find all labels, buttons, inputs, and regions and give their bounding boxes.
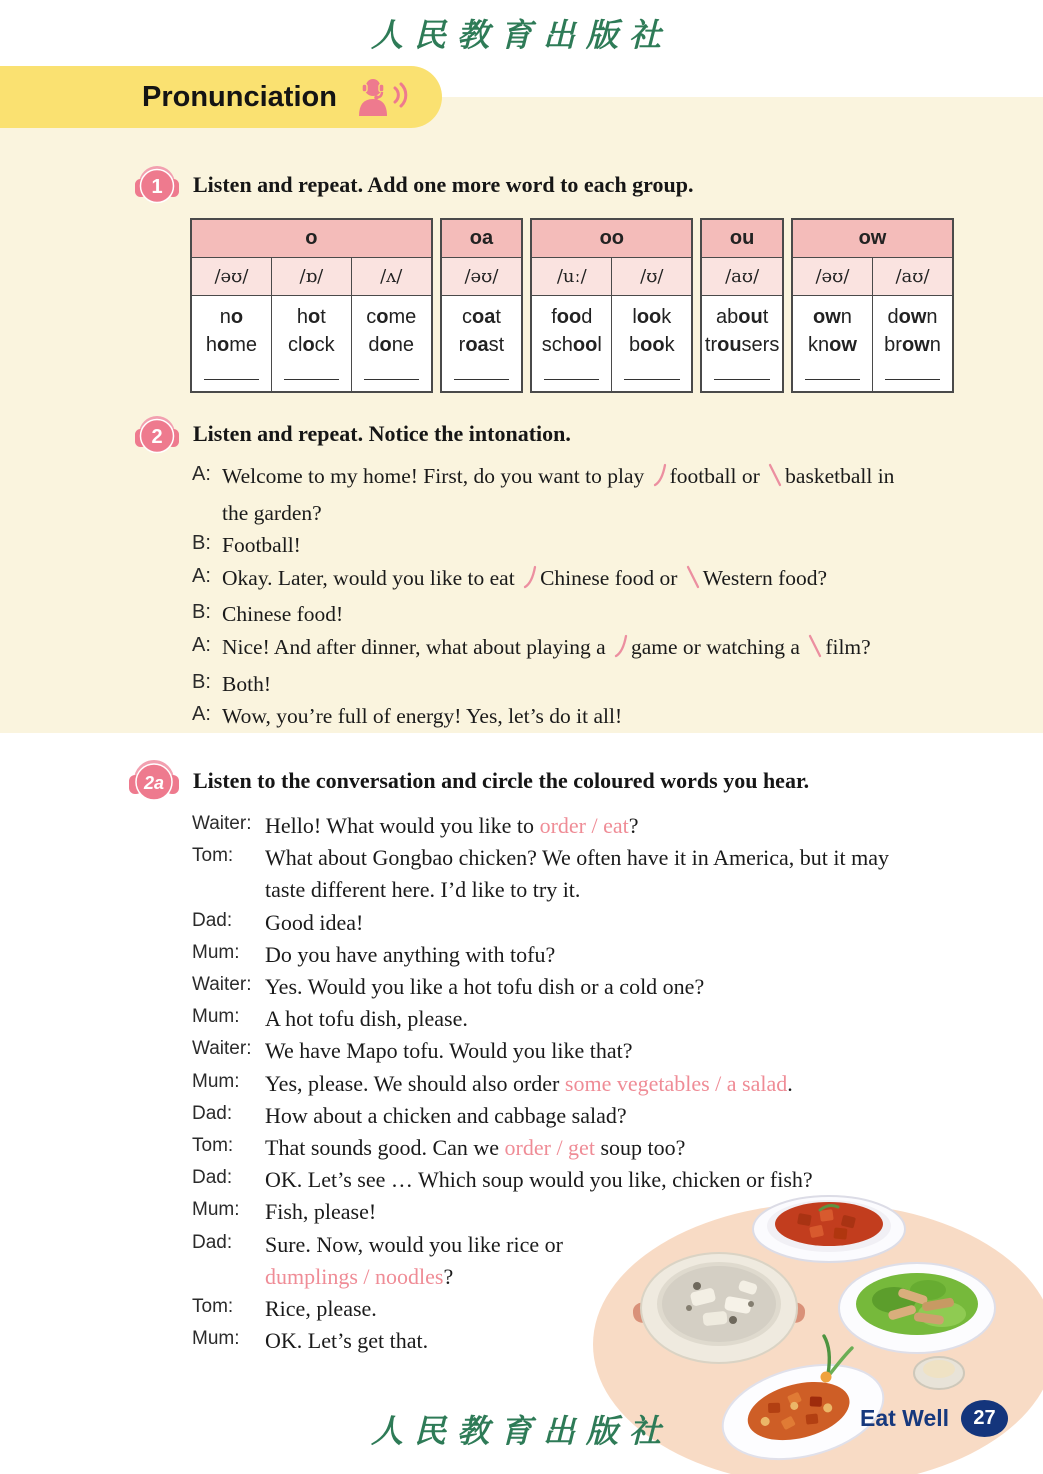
exercise2-instruction: Listen and repeat. Notice the intonation. (193, 421, 571, 446)
speaker-label: A: (192, 564, 211, 587)
speaker-label: Waiter: (192, 974, 252, 996)
example-word: about (716, 306, 769, 328)
dialogue-line (192, 598, 1007, 631)
example-word: hot (296, 306, 326, 328)
vowel-group-ou (700, 218, 784, 393)
speaker-label: Tom: (192, 845, 234, 867)
dialogue-segment: Both! (222, 671, 271, 696)
answer-blank (805, 379, 860, 380)
dialogue-segment: basketball in (785, 464, 895, 488)
dialogue-segment: Yes. Would you like a hot tofu dish or a cold one? (265, 974, 705, 1000)
word-cell (351, 296, 431, 391)
speaker-label: Tom: (192, 1135, 234, 1157)
vowel-group-o (190, 218, 433, 393)
speaker-label: B: (192, 532, 211, 555)
dialogue-line (192, 631, 1007, 668)
dialogue-text (222, 631, 1007, 668)
example-word: look (632, 306, 672, 328)
group-header-label: ow (793, 220, 952, 258)
example-word: roast (458, 334, 505, 356)
speaker-label: Mum: (192, 1199, 240, 1221)
coloured-word-choice: some vegetables / a salad (564, 1070, 788, 1096)
answer-blank (284, 379, 339, 380)
dialogue-line (192, 939, 992, 971)
dialogue-segment: Western food? (702, 565, 828, 590)
exercise1-instruction: Listen and repeat. Add one more word to each group. (193, 172, 694, 197)
speaker-label: Dad: (192, 1231, 233, 1253)
coloured-word-choice: dumplings / noodles (265, 1263, 444, 1289)
dialogue-segment: Sure. Now, would you like rice or (265, 1231, 563, 1257)
dialogue-segment: ? (628, 813, 639, 838)
dialogue-segment: OK. Let’s see … Which soup would you like, chicken or fish? (265, 1167, 813, 1193)
dialogue-segment: soup too? (594, 1135, 686, 1161)
speaker-label: B: (192, 670, 211, 693)
answer-blank (885, 379, 940, 380)
example-word: come (366, 306, 417, 328)
dialogue-line (192, 529, 1007, 562)
dialogue-text (222, 529, 1007, 562)
speaking-headset-icon (353, 72, 413, 122)
coloured-word-choice: order / eat (539, 813, 629, 838)
speaker-label: Waiter: (192, 813, 252, 834)
exercise2-audio-badge (134, 404, 180, 456)
speaker-label: Mum: (192, 941, 240, 963)
dialogue-segment: Yes, please. We should also order (265, 1070, 565, 1096)
dialogue-line (192, 1068, 992, 1100)
example-word: done (368, 334, 415, 356)
example-word: home (205, 334, 258, 356)
dialogue-line (192, 842, 992, 906)
intonation-fall-mark (686, 565, 700, 599)
answer-blank (714, 379, 770, 380)
word-cell (793, 296, 872, 391)
vowel-sound-table (190, 218, 954, 393)
dialogue-text (265, 1100, 992, 1132)
example-word: food (551, 306, 593, 328)
speaker-label: A: (192, 703, 211, 726)
dialogue-segment: Wow, you’re full of energy! Yes, let’s do it all! (222, 704, 623, 729)
answer-blank (454, 379, 510, 380)
intonation-rise-mark (523, 565, 537, 599)
vowel-group-oo (530, 218, 693, 393)
pronunciation-banner (0, 66, 442, 128)
phonetic-symbol: /əʊ/ (214, 266, 249, 287)
speaker-label: B: (192, 601, 211, 624)
speaker-label: Dad: (192, 1167, 233, 1189)
dialogue-line (192, 1003, 992, 1035)
coloured-word-choice: order / get (504, 1135, 595, 1161)
speaker-label: Dad: (192, 909, 233, 931)
example-word: know (807, 334, 857, 356)
dialogue-text (265, 810, 992, 842)
exercise2-number: 2 (151, 426, 163, 448)
example-word: no (219, 306, 244, 328)
speaker-label: Tom: (192, 1296, 234, 1318)
dialogue-segment: taste different here. I’d like to try it. (265, 877, 581, 903)
dialogue-segment: Chinese food or (540, 565, 683, 590)
example-word: trousers (704, 334, 780, 356)
exercise1-audio-badge (134, 154, 180, 206)
dialogue-text (265, 1132, 992, 1164)
dialogue-segment: football or (669, 464, 766, 488)
exercise2a-number: 2a (143, 773, 165, 793)
dialogue-text (265, 1035, 992, 1067)
group-header-label: oo (532, 220, 691, 258)
example-word: school (541, 334, 602, 356)
dialogue-segment: We have Mapo tofu. Would you like that? (265, 1038, 633, 1064)
dialogue-segment: Hello! What would you like to (265, 813, 540, 838)
phonetic-symbol: /aʊ/ (872, 258, 952, 295)
speaker-label: Waiter: (192, 1038, 252, 1060)
speaker-label: A: (192, 463, 211, 485)
dialogue-text (265, 1003, 992, 1035)
exercise2a-audio-badge (128, 748, 180, 804)
intonation-rise-mark (653, 463, 667, 497)
example-word: clock (288, 334, 335, 356)
phonetic-symbol: /uː/ (556, 266, 587, 287)
example-word: coat (462, 306, 501, 328)
dialogue-text (265, 1068, 992, 1100)
vowel-group-oa (440, 218, 524, 393)
dialogue-segment: Good idea! (265, 909, 364, 935)
photo-sauce-dish (912, 1346, 966, 1392)
dialogue-text (222, 700, 1007, 733)
answer-blank (624, 379, 679, 380)
phonetic-symbol: /əʊ/ (464, 266, 499, 287)
phonetic-symbol: /ʊ/ (611, 258, 691, 295)
dialogue-segment: Okay. Later, would you like to eat (222, 565, 521, 590)
word-cell (532, 296, 611, 391)
speaker-label: A: (192, 633, 211, 656)
dialogue-line (192, 460, 1007, 529)
dialogue-segment: How about a chicken and cabbage salad? (265, 1102, 627, 1128)
intonation-fall-mark (808, 634, 822, 668)
speaker-label: Dad: (192, 1102, 233, 1124)
group-header-label: o (192, 220, 431, 258)
dialogue-text (265, 971, 992, 1003)
dialogue-text (222, 598, 1007, 631)
dialogue-segment: Nice! And after dinner, what about playing a (222, 634, 611, 659)
exercise2a-instruction: Listen to the conversation and circle the coloured words you hear. (193, 768, 810, 793)
dialogue-segment: film? (825, 634, 871, 659)
dialogue-segment: Welcome to my home! First, do you want to play (222, 464, 650, 488)
dialogue-text (265, 939, 992, 971)
dialogue-segment: Chinese food! (222, 602, 344, 627)
word-cell (702, 296, 782, 391)
dialogue-line (192, 668, 1007, 701)
page-number-badge: 27 (961, 1400, 1008, 1437)
speaker-label: Mum: (192, 1328, 240, 1350)
phonetic-symbol: /ɒ/ (271, 258, 351, 295)
dialogue-segment: Fish, please! (265, 1199, 377, 1225)
word-cell (611, 296, 691, 391)
dialogue-line (192, 700, 1007, 733)
dialogue-segment: Rice, please. (265, 1296, 377, 1322)
group-header-label: oa (442, 220, 522, 258)
word-cell (872, 296, 952, 391)
publisher-logo-top: 人民教育出版社 (370, 16, 672, 54)
dialogue-text (265, 842, 992, 906)
dialogue-segment: What about Gongbao chicken? We often have it in America, but it may (265, 845, 890, 871)
answer-blank (204, 379, 259, 380)
group-header-label: ou (702, 220, 782, 258)
dialogue-text (222, 668, 1007, 701)
example-word: brown (884, 334, 941, 356)
dialogue-text (222, 460, 1007, 529)
example-word: own (812, 306, 852, 328)
intonation-fall-mark (768, 463, 782, 497)
dialogue-text (222, 562, 1007, 599)
page-title: Pronunciation (142, 80, 337, 113)
dialogue-segment: Do you have anything with tofu? (265, 941, 556, 967)
phonetic-symbol: /aʊ/ (725, 266, 760, 287)
answer-blank (364, 379, 419, 380)
word-cell (271, 296, 351, 391)
dialogue-text (265, 907, 992, 939)
unit-title: Eat Well (860, 1405, 950, 1431)
word-cell (442, 296, 522, 391)
dialogue-segment: Football! (222, 533, 301, 558)
phonetic-symbol: /əʊ/ (815, 266, 850, 287)
vowel-group-ow (791, 218, 954, 393)
dialogue-segment: A hot tofu dish, please. (265, 1006, 468, 1032)
phonetic-symbol: /ʌ/ (351, 258, 431, 295)
answer-blank (544, 379, 599, 380)
word-cell (192, 296, 271, 391)
speaker-label: Mum: (192, 1070, 240, 1092)
exercise1-number: 1 (151, 176, 163, 198)
example-word: book (629, 334, 675, 356)
dialogue-segment: ? (443, 1263, 454, 1289)
dialogue-line (192, 810, 992, 842)
dialogue-segment: the garden? (222, 500, 322, 525)
dialogue-line (192, 1132, 992, 1164)
example-word: down (887, 306, 938, 328)
dialogue-segment: . (787, 1070, 793, 1096)
intonation-rise-mark (614, 634, 628, 668)
dialogue-line (192, 1100, 992, 1132)
dialogue-line (192, 907, 992, 939)
dialogue-segment: OK. Let’s get that. (265, 1328, 429, 1354)
speaker-label: Mum: (192, 1006, 240, 1028)
dialogue-line (192, 562, 1007, 599)
dialogue-line (192, 1035, 992, 1067)
dialogue-segment: game or watching a (631, 634, 806, 659)
dialogue-line (192, 971, 992, 1003)
publisher-logo-bottom: 人民教育出版社 (370, 1412, 672, 1450)
intonation-dialogue (192, 460, 1007, 733)
dialogue-segment: That sounds good. Can we (265, 1135, 505, 1161)
